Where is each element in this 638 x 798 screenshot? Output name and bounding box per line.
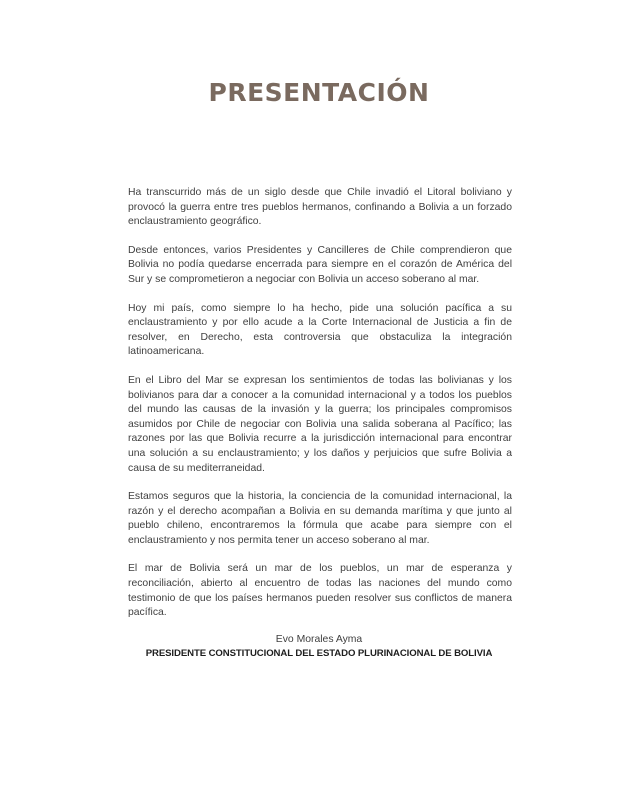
paragraph-2: Desde entonces, varios Presidentes y Cancilleres de Chile comprendieron que Bolivia no podía quedarse encerrada para siempre en el corazón de América del Sur y se comprometieron a negociar con Bolivia un acceso soberano al mar. bbox=[128, 244, 512, 285]
presentation-body bbox=[128, 186, 512, 635]
signatory-role: PRESIDENTE CONSTITUCIONAL DEL ESTADO PLURINACIONAL DE BOLIVIA bbox=[145, 648, 493, 659]
paragraph-5: Estamos seguros que la historia, la conciencia de la comunidad internacional, la razón y el derecho acompañan a Bolivia en su demanda marítima y que junto al pueblo chileno, encontraremos la fórmula que acabe para siempre con el enclaustramiento y nos permita tener un acceso soberano al mar. bbox=[128, 491, 512, 546]
signature-block bbox=[0, 633, 638, 661]
signatory-name: Evo Morales Ayma bbox=[275, 634, 363, 645]
page-title: PRESENTACIÓN bbox=[208, 78, 430, 107]
paragraph-3: Hoy mi país, como siempre lo ha hecho, pide una solución pacífica a su enclaustramiento y por ello acude a la Corte Internacional de Justicia a fin de resolver, en Derecho, esta controversia que obstaculiza la integración latinoamericana. bbox=[128, 302, 512, 358]
paragraph-1: Ha transcurrido más de un siglo desde que Chile invadió el Litoral boliviano y provocó la guerra entre tres pueblos hermanos, confinando a Bolivia a un forzado enclaustramiento geográfico. bbox=[128, 187, 512, 228]
paragraph-4: En el Libro del Mar se expresan los sentimientos de todas las bolivianas y los bolivianos para dar a conocer a la comunidad internacional y a todos los pueblos del mundo las causas de la invasión y la guerra; los principales compromisos asumidos por Chile de negociar con Bolivia una salida soberana al Pacífico; las razones por las que Bolivia recurre a la jurisdicción internacional para encontrar una solución a su enclaustramiento; y los daños y perjuicios que sufre Bolivia a causa de su mediterraneidad. bbox=[128, 374, 512, 474]
paragraph-6: El mar de Bolivia será un mar de los pueblos, un mar de esperanza y reconciliación, abierto al encuentro de todas las naciones del mundo como testimonio de que los países hermanos pueden resolver sus conflictos de manera pacífica. bbox=[128, 563, 512, 619]
